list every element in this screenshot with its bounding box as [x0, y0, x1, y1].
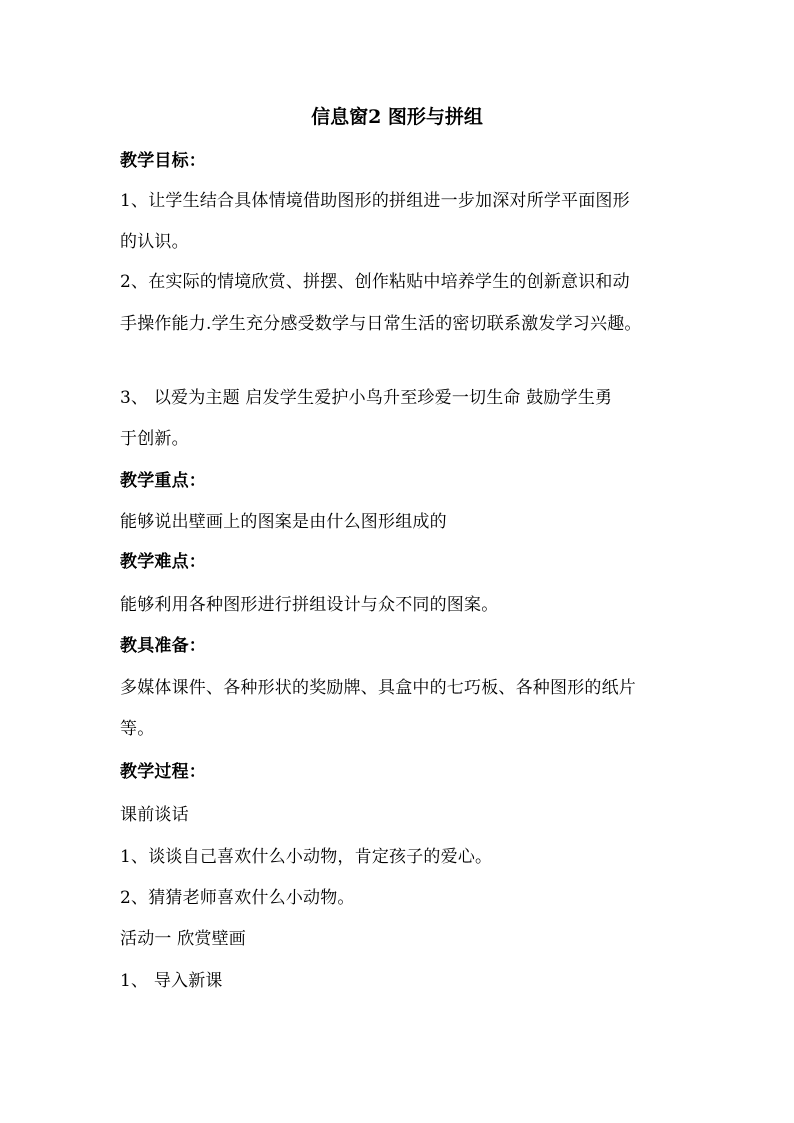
- activity-1-item-1: 1、 导入新课: [120, 971, 223, 991]
- pre-class-item-1: 1、谈谈自己喜欢什么小动物，肯定孩子的爱心。: [120, 847, 493, 867]
- activity-1-title: 活动一 欣赏壁画: [120, 929, 247, 949]
- goal-1-line-2: 的认识。: [120, 232, 189, 252]
- goal-3-line-1: 3、 以爱为主题 启发学生爱护小鸟升至珍爱一切生命 鼓励学生勇: [120, 388, 613, 408]
- difficulty-text: 能够利用各种图形进行拼组设计与众不同的图案。: [120, 595, 499, 615]
- key-heading: 教学重点：: [120, 471, 206, 491]
- materials-line-2: 等。: [120, 719, 155, 739]
- goal-1-line-1: 1、让学生结合具体情境借助图形的拼组进一步加深对所学平面图形: [120, 191, 630, 211]
- materials-heading: 教具准备：: [120, 636, 206, 656]
- materials-line-1: 多媒体课件、各种形状的奖励牌、具盒中的七巧板、各种图形的纸片: [120, 678, 636, 698]
- goal-2-line-2: 手操作能力.学生充分感受数学与日常生活的密切联系激发学习兴趣。: [120, 314, 642, 334]
- difficulty-heading: 教学难点：: [120, 552, 206, 572]
- key-text: 能够说出壁画上的图案是由什么图形组成的: [120, 512, 447, 532]
- pre-class-talk: 课前谈话: [120, 805, 189, 825]
- goal-2-line-1: 2、在实际的情境欣赏、拼摆、创作粘贴中培养学生的创新意识和动: [120, 272, 630, 292]
- pre-class-item-2: 2、猜猜老师喜欢什么小动物。: [120, 888, 355, 908]
- goals-heading: 教学目标：: [120, 151, 206, 171]
- document-title: 信息窗2 图形与拼组: [311, 106, 483, 128]
- process-heading: 教学过程：: [120, 762, 206, 782]
- goal-3-line-2: 于创新。: [120, 429, 189, 449]
